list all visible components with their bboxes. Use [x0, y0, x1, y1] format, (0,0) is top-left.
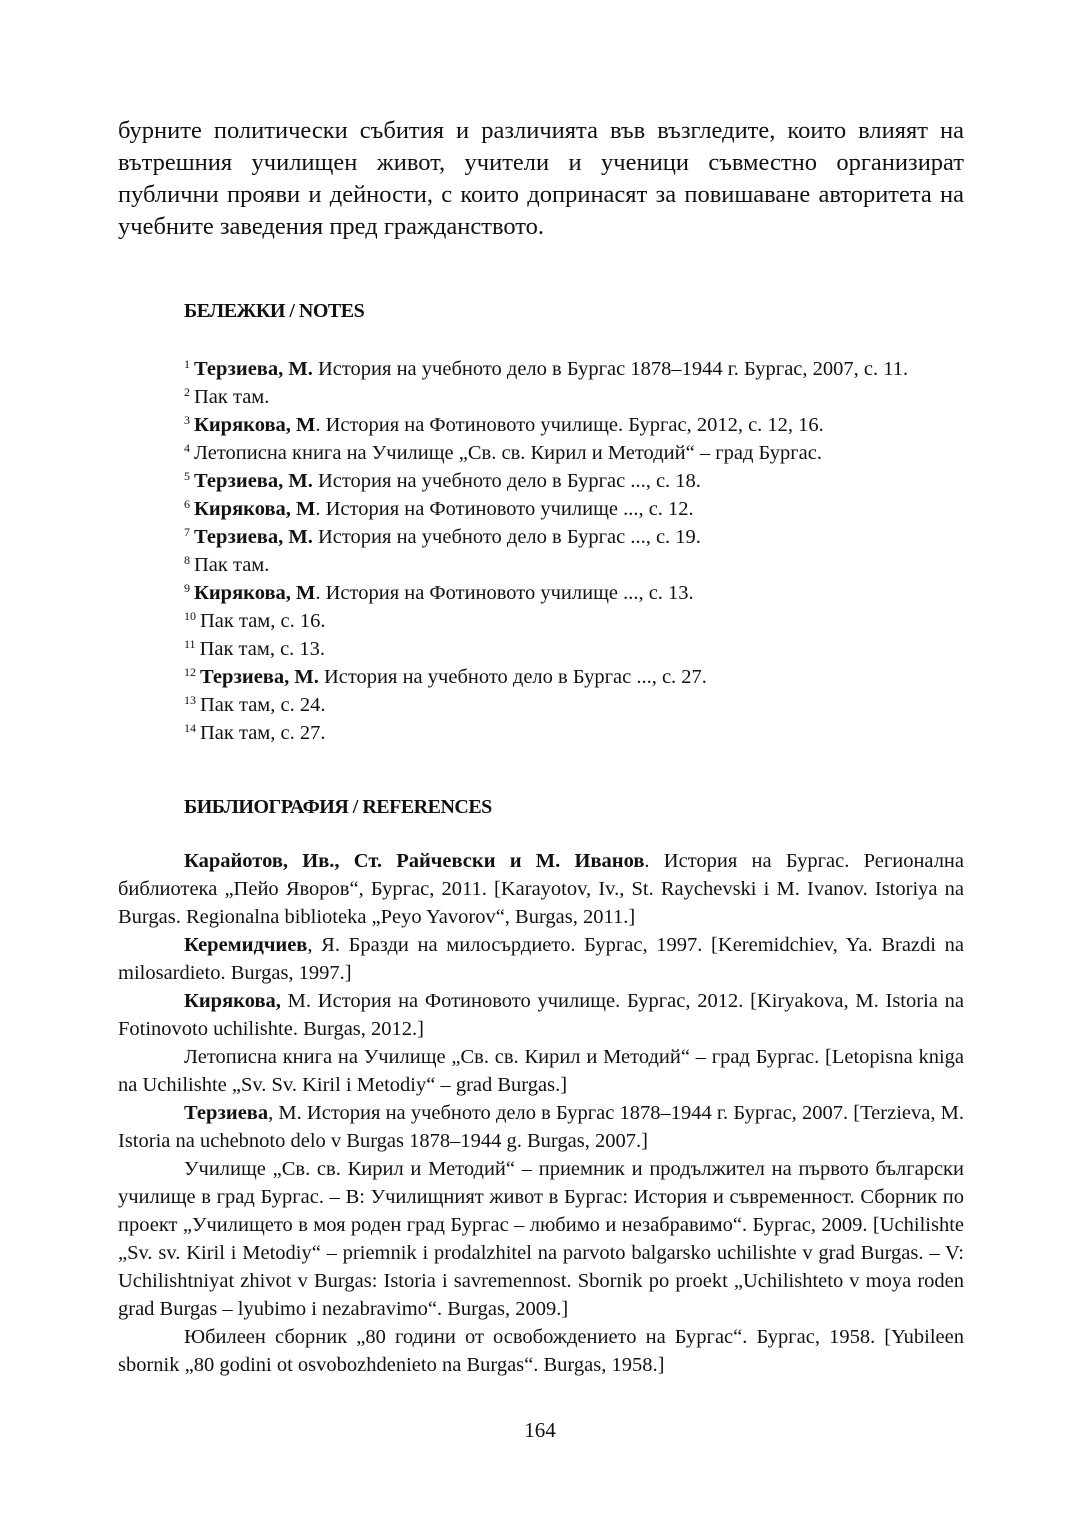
notes-heading: БЕЛЕЖКИ / NOTES — [184, 300, 365, 322]
note-author: Терзиева, М. — [194, 470, 313, 492]
note-text: . История на Фотиновото училище ..., с. 12. — [315, 498, 694, 520]
reference-entry — [118, 987, 964, 1043]
note-item — [184, 355, 908, 383]
note-item — [184, 523, 908, 551]
reference-entry — [118, 1099, 964, 1155]
note-text: История на учебното дело в Бургас ..., с. 27. — [318, 666, 707, 688]
reference-text: Училище „Св. св. Кирил и Методий“ – приемник и продължител на първото български училище в град Бургас. – В: Училищният живот в Бургас: История и съвременност. Сборник по проект „Училището в моя роден град Бургас – любимо и незабравимо“. Бургас, 2009. [Uchilishte „Sv. sv. Kiril i Metodiy“ – priemnik i prodalzhitel na parvoto balgarsko uchilishte v grad Burgas. – V: Uchilishtniyat zhivot v Burgas: Istoria i savremennost. Sbornik po proekt „Uchilishteto v moya roden grad Burgas – lyubimo i nezabravimo“. Burgas, 2009.] — [118, 1158, 964, 1320]
note-item — [184, 607, 908, 635]
note-number: 6 — [184, 497, 190, 511]
reference-author: Терзиева — [184, 1102, 269, 1124]
reference-author: Карайотов, Ив., Ст. Райчевски и М. Иванов — [184, 850, 645, 872]
reference-text: , Я. Бразди на милосърдието. Бургас, 1997. [Keremidchiev, Ya. Brazdi na milosardieto. Burgas, 1997.] — [118, 934, 964, 984]
intro-paragraph: бурните политически събития и различията във възгледите, които влияят на вътрешния училищен живот, учители и ученици съвместно организират публични прояви и дейности, с които допринасят за повишаване авторитета на учебните заведения пред гражданството. — [118, 117, 964, 240]
page-number: 164 — [524, 1418, 556, 1442]
note-text: История на учебното дело в Бургас 1878–1944 г. Бургас, 2007, с. 11. — [312, 358, 909, 380]
note-number: 12 — [184, 665, 196, 679]
note-text: История на учебното дело в Бургас ..., с. 19. — [312, 526, 701, 548]
reference-entry — [118, 847, 964, 931]
reference-entry — [118, 1043, 964, 1099]
reference-text: М. История на Фотиновото училище. Бургас, 2012. [Kiryakova, M. Istoria na Fotinovoto uchilishte. Burgas, 2012.] — [118, 990, 964, 1040]
note-author: Терзиева, М. — [194, 526, 313, 548]
note-number: 3 — [184, 413, 190, 427]
note-text: История на учебното дело в Бургас ..., с. 18. — [312, 470, 701, 492]
note-text: Летописна книга на Училище „Св. св. Кирил и Методий“ – град Бургас. — [194, 442, 822, 464]
note-text: Пак там, с. 24. — [200, 694, 326, 716]
note-number: 14 — [184, 721, 196, 735]
reference-entry — [118, 1323, 964, 1379]
note-text: . История на Фотиновото училище ..., с. 13. — [315, 582, 694, 604]
note-item — [184, 495, 908, 523]
references-list — [118, 847, 964, 1379]
note-text: Пак там, с. 27. — [200, 722, 326, 744]
reference-text: , М. История на учебното дело в Бургас 1878–1944 г. Бургас, 2007. [Terzieva, M. Istoria na uchebnoto delo v Burgas 1878–1944 g. Burgas, 2007.] — [118, 1102, 964, 1152]
note-number: 11 — [184, 637, 196, 651]
note-author: Кирякова, М — [194, 498, 316, 520]
note-item — [184, 411, 908, 439]
note-number: 8 — [184, 553, 190, 567]
note-text: . История на Фотиновото училище. Бургас, 2012, с. 12, 16. — [315, 414, 824, 436]
reference-entry — [118, 1155, 964, 1323]
note-author: Кирякова, М — [194, 414, 316, 436]
note-item — [184, 579, 908, 607]
note-item — [184, 719, 908, 747]
note-text: Пак там, с. 16. — [200, 610, 326, 632]
note-text: Пак там, с. 13. — [199, 638, 326, 660]
note-author: Терзиева, М. — [194, 358, 313, 380]
reference-text: Юбилеен сборник „80 години от освобождението на Бургас“. Бургас, 1958. [Yubileen sbornik „80 godini ot osvobozhdenieto na Burgas“. Burgas, 1958.] — [118, 1326, 964, 1376]
note-number: 1 — [184, 357, 190, 371]
note-number: 7 — [184, 525, 190, 539]
note-text: Пак там. — [194, 554, 270, 576]
references-heading: БИБЛИОГРАФИЯ / REFERENCES — [184, 796, 492, 818]
reference-author: Керемидчиев — [184, 934, 308, 956]
reference-text: . История на Бургас. Регионална библиотека „Пейо Яворов“, Бургас, 2011. [Karayotov, Iv., St. Raychevski i M. Ivanov. Istoriya na Burgas. Regionalna biblioteka „Peyo Yavorov“, Burgas, 2011.] — [118, 850, 964, 928]
note-item — [184, 635, 908, 663]
note-item — [184, 663, 908, 691]
note-author: Терзиева, М. — [200, 666, 319, 688]
note-item — [184, 691, 908, 719]
note-number: 10 — [184, 609, 196, 623]
note-item — [184, 383, 908, 411]
note-item — [184, 551, 908, 579]
note-item — [184, 467, 908, 495]
note-number: 13 — [184, 693, 196, 707]
notes-list — [184, 355, 908, 747]
note-number: 9 — [184, 581, 190, 595]
reference-author: Кирякова, — [184, 990, 281, 1012]
note-author: Кирякова, М — [194, 582, 316, 604]
note-number: 4 — [184, 441, 190, 455]
reference-entry — [118, 931, 964, 987]
reference-text: Летописна книга на Училище „Св. св. Кирил и Методий“ – град Бургас. [Letopisna kniga na Uchilishte „Sv. Sv. Kiril i Metodiy“ – grad Burgas.] — [118, 1046, 964, 1096]
note-number: 2 — [184, 385, 190, 399]
note-item — [184, 439, 908, 467]
note-number: 5 — [184, 469, 190, 483]
note-text: Пак там. — [194, 386, 270, 408]
